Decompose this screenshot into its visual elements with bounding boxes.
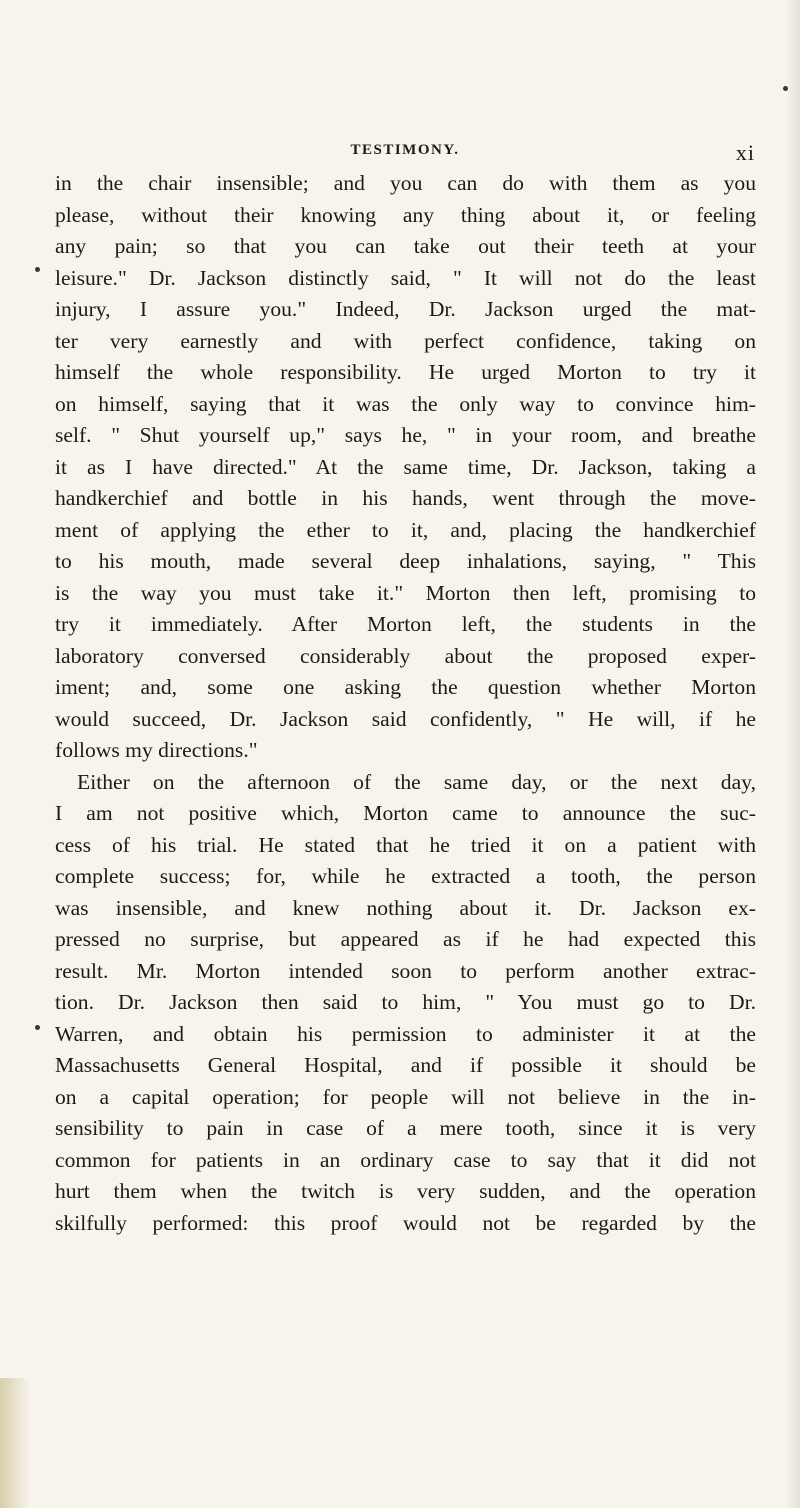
text-line: would succeed, Dr. Jackson said confidently, " He will, if he <box>55 706 756 731</box>
text-line: please, without their knowing any thing about it, or feeling <box>55 202 756 227</box>
text-line: ter very earnestly and with perfect confidence, taking on <box>55 328 756 353</box>
text-line: common for patients in an ordinary case to say that it did not <box>55 1147 756 1172</box>
text-line: sensibility to pain in case of a mere tooth, since it is very <box>55 1116 756 1140</box>
text-line: iment; and, some one asking the question whether Morton <box>55 675 756 699</box>
text-line: was insensible, and knew nothing about it. Dr. Jackson ex- <box>55 895 756 920</box>
text-line: self. " Shut yourself up," says he, " in your room, and breathe <box>55 423 756 447</box>
body-text <box>55 168 756 1239</box>
text-line: laboratory conversed considerably about the proposed exper- <box>55 643 756 668</box>
text-line: Massachusetts General Hospital, and if possible it should be <box>55 1053 756 1077</box>
page-edge-shadow <box>786 0 800 1508</box>
text-line: I am not positive which, Morton came to announce the suc- <box>55 801 756 825</box>
page-number: xi <box>735 140 755 165</box>
text-line: result. Mr. Morton intended soon to perform another extrac- <box>55 958 756 983</box>
text-line: himself the whole responsibility. He urged Morton to try it <box>55 360 756 384</box>
text-line: any pain; so that you can take out their teeth at your <box>55 234 756 258</box>
text-line: on himself, saying that it was the only way to convince him- <box>55 391 756 416</box>
margin-speck <box>35 267 40 272</box>
running-title: TESTIMONY. <box>350 142 460 158</box>
text-line: on a capital operation; for people will not believe in the in- <box>55 1084 756 1109</box>
text-line: cess of his trial. He stated that he tried it on a patient with <box>55 832 756 857</box>
text-line: follows my directions." <box>55 738 258 762</box>
text-line: ment of applying the ether to it, and, placing the handkerchief <box>55 517 756 542</box>
text-line: complete success; for, while he extracted a tooth, the person <box>55 864 756 888</box>
text-line: Warren, and obtain his permission to administer it at the <box>55 1021 756 1046</box>
text-line: Either on the afternoon of the same day, or the next day, <box>77 769 756 794</box>
text-line: handkerchief and bottle in his hands, went through the move- <box>55 486 756 510</box>
text-line: in the chair insensible; and you can do with them as you <box>55 171 756 195</box>
text-line: leisure." Dr. Jackson distinctly said, " It will not do the least <box>55 265 756 290</box>
margin-speck <box>35 1025 40 1030</box>
text-line: pressed no surprise, but appeared as if he had expected this <box>55 927 756 951</box>
text-line: hurt them when the twitch is very sudden, and the operation <box>55 1179 756 1203</box>
text-line: try it immediately. After Morton left, the students in the <box>55 612 756 636</box>
paper-stain <box>0 1378 30 1508</box>
text-line: injury, I assure you." Indeed, Dr. Jackson urged the mat- <box>55 297 756 321</box>
text-line: it as I have directed." At the same time, Dr. Jackson, taking a <box>55 454 756 479</box>
text-line: skilfully performed: this proof would not be regarded by the <box>55 1210 756 1235</box>
running-head <box>55 140 755 164</box>
text-line: is the way you must take it." Morton then left, promising to <box>55 580 756 605</box>
text-line: tion. Dr. Jackson then said to him, " You must go to Dr. <box>55 990 756 1014</box>
text-line: to his mouth, made several deep inhalations, saying, " This <box>55 549 756 573</box>
